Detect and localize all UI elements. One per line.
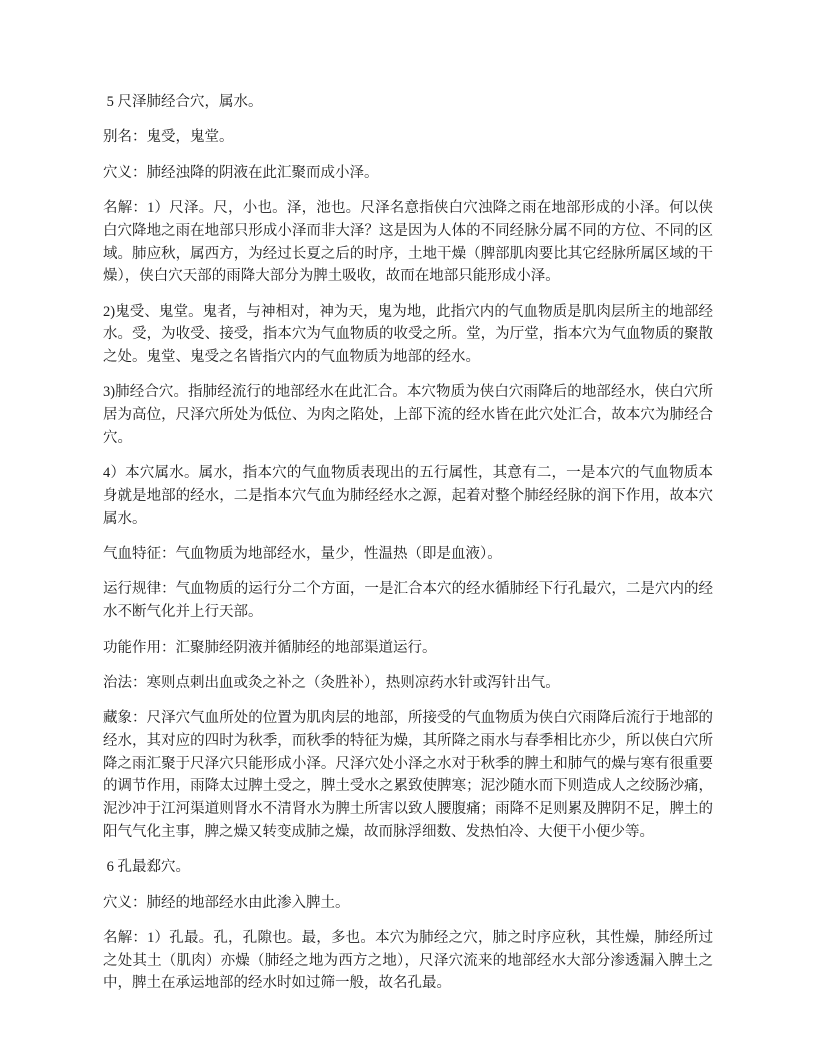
paragraph: 4）本穴属水。属水，指本穴的气血物质表现出的五行属性，其意有二，一是本穴的气血物质本身就是地部的经水，二是指本穴气血为肺经经水之源，起着对整个肺经经脉的润下作用，故本穴属水。 <box>103 465 713 527</box>
paragraph: 治法：寒则点刺出血或灸之补之（灸胜补），热则凉药水针或泻针出气。 <box>103 674 560 691</box>
paragraph: 藏象：尺泽穴气血所处的位置为肌肉层的地部，所接受的气血物质为侠白穴雨降后流行于地部的经水，其对应的四时为秋季，而秋季的特征为燥，其所降之雨水与春季相比亦少，所以侠白穴所降之雨汇聚于尺泽穴只能形成小泽。尺泽穴处小泽之水对于秋季的脾土和肺气的燥与寒有很重要的调节作用，雨降太过脾土受之，脾土受水之累致使脾寒；泥沙随水而下则造成人之绞肠沙痛，泥沙冲于江河渠道则肾水不清肾水为脾土所害以致人腰腹痛；雨降不足则累及脾阴不足，脾土的阳气气化主事，脾之燥又转变成肺之燥，故而脉浮细数、发热怕冷、大便干小便少等。 <box>103 710 713 840</box>
paragraph: 名解：1）孔最。孔，孔隙也。最，多也。本穴为肺经之穴，肺之时序应秋，其性燥，肺经所过之处其土（肌肉）亦燥（肺经之地为西方之地），尺泽穴流来的地部经水大部分渗透漏入脾土之中，脾土在承运地部的经水时如过筛一般，故名孔最。 <box>103 930 713 992</box>
paragraph: 气血特征：气血物质为地部经水，量少，性温热（即是血液）。 <box>103 546 502 563</box>
paragraph: 名解：1）尺泽。尺，小也。泽，池也。尺泽名意指侠白穴浊降之雨在地部形成的小泽。何以侠白穴降地之雨在地部只形成小泽而非大泽？这是因为人体的不同经脉分属不同的方位、不同的区域。肺应秋，属西方，为经过长夏之后的时序，土地干燥（脾部肌肉要比其它经脉所属区域的干燥），侠白穴天部的雨降大部分为脾土吸收，故而在地部只能形成小泽。 <box>103 200 713 285</box>
section-heading: 5 尺泽肺经合穴，属水。 <box>103 94 263 110</box>
paragraph: 2)鬼受、鬼堂。鬼者，与神相对，神为天，鬼为地，此指穴内的气血物质是肌肉层所主的地部经水。受，为收受、接受，指本穴为气血物质的收受之所。堂，为厅堂，指本穴为气血物质的聚散之处。鬼堂、鬼受之名皆指穴内的气血物质为地部的经水。 <box>103 303 713 366</box>
paragraph: 3)肺经合穴。指肺经流行的地部经水在此汇合。本穴物质为侠白穴雨降后的地部经水，侠白穴所居为高位，尺泽穴所处为低位、为肉之陷处，上部下流的经水皆在此穴处汇合，故本穴为肺经合穴。 <box>103 384 713 446</box>
section-heading: 6 孔最郄穴。 <box>103 859 190 876</box>
paragraph: 功能作用：汇聚肺经阴液并循肺经的地部渠道运行。 <box>103 639 437 656</box>
paragraph: 别名：鬼受，鬼堂。 <box>103 129 234 146</box>
document-text-block <box>103 91 713 995</box>
paragraph: 穴义：肺经的地部经水由此渗入脾土。 <box>103 894 350 911</box>
paragraph: 运行规律：气血物质的运行分二个方面，一是汇合本穴的经水循肺经下行孔最穴，二是穴内的经水不断气化并上行天部。 <box>103 581 713 621</box>
paragraph: 穴义：肺经浊降的阴液在此汇聚而成小泽。 <box>103 164 379 181</box>
